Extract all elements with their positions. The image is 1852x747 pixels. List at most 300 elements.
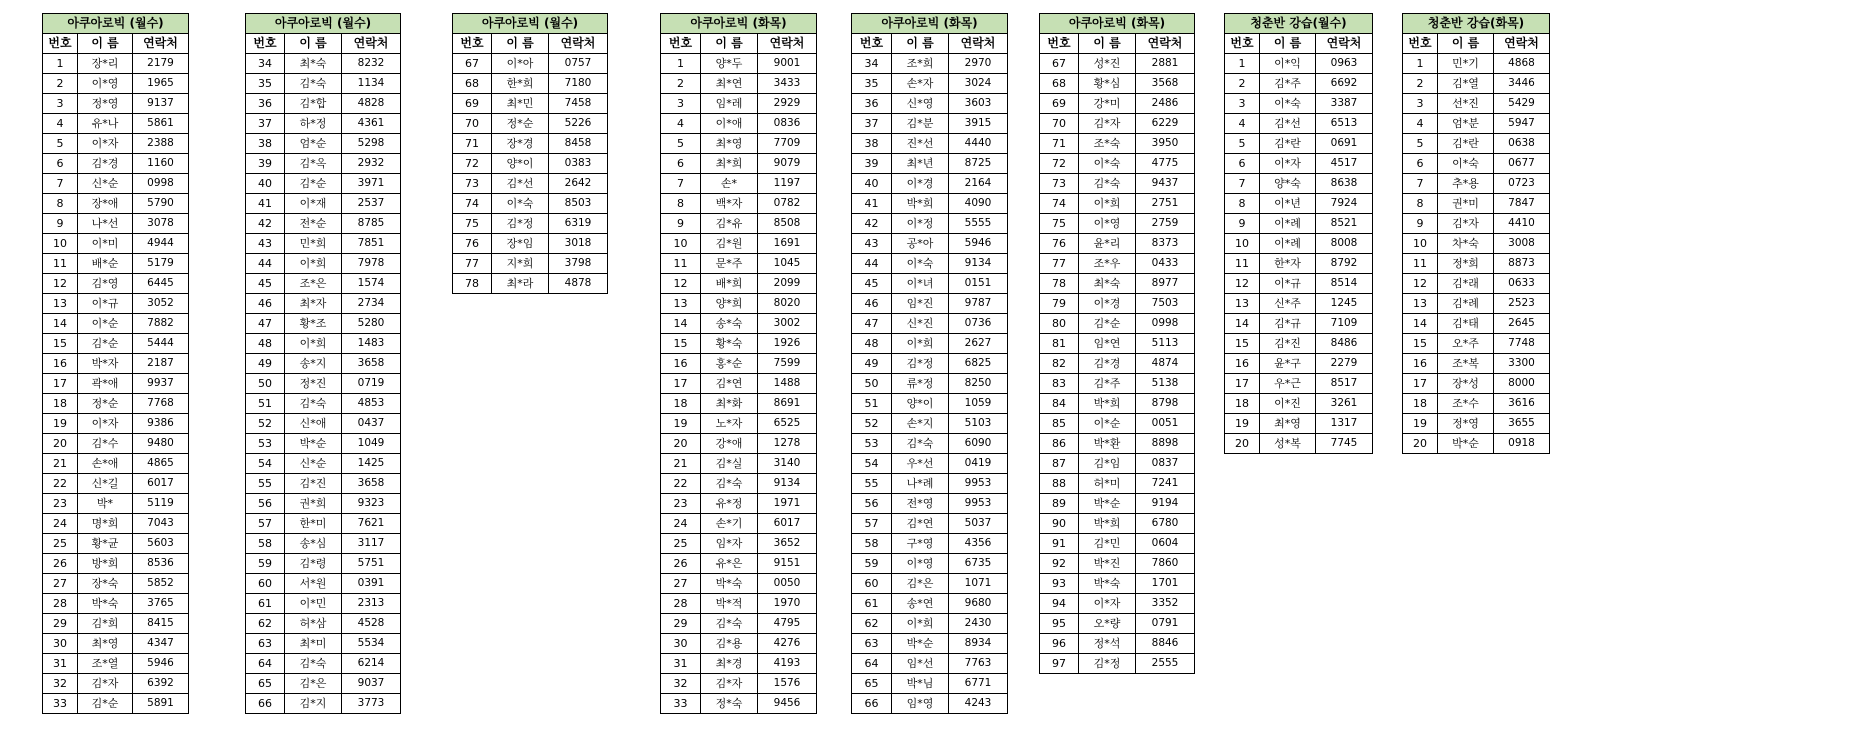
cell-contact: 9001 bbox=[758, 54, 817, 74]
cell-contact: 5946 bbox=[949, 234, 1008, 254]
cell-name: 김*정 bbox=[492, 214, 549, 234]
cell-number: 31 bbox=[661, 654, 701, 674]
table-row bbox=[1225, 74, 1373, 94]
cell-contact: 9137 bbox=[133, 94, 189, 114]
cell-contact: 4853 bbox=[342, 394, 401, 414]
cell-name: 이*익 bbox=[1260, 54, 1316, 74]
cell-name: 김*열 bbox=[1438, 74, 1494, 94]
table-row bbox=[1403, 314, 1550, 334]
cell-contact: 5113 bbox=[1136, 334, 1195, 354]
table-row bbox=[1225, 114, 1373, 134]
cell-number: 21 bbox=[661, 454, 701, 474]
cell-number: 16 bbox=[661, 354, 701, 374]
table-row bbox=[246, 54, 401, 74]
table-row bbox=[43, 694, 189, 714]
cell-name: 엄*순 bbox=[285, 134, 342, 154]
cell-number: 35 bbox=[852, 74, 892, 94]
cell-name: 서*원 bbox=[285, 574, 342, 594]
table-row bbox=[246, 534, 401, 554]
cell-number: 12 bbox=[1403, 274, 1438, 294]
cell-contact: 0918 bbox=[1494, 434, 1550, 454]
cell-number: 2 bbox=[43, 74, 78, 94]
cell-number: 27 bbox=[43, 574, 78, 594]
cell-contact: 1970 bbox=[758, 594, 817, 614]
table-row bbox=[246, 514, 401, 534]
cell-number: 82 bbox=[1040, 354, 1079, 374]
table-row bbox=[661, 274, 817, 294]
cell-name: 이*정 bbox=[892, 214, 949, 234]
cell-name: 이*례 bbox=[1260, 234, 1316, 254]
cell-name: 장*리 bbox=[78, 54, 133, 74]
cell-number: 20 bbox=[1403, 434, 1438, 454]
cell-name: 조*은 bbox=[285, 274, 342, 294]
cell-name: 박*순 bbox=[1079, 494, 1136, 514]
cell-name: 오*주 bbox=[1438, 334, 1494, 354]
cell-name: 이*희 bbox=[892, 614, 949, 634]
cell-contact: 2430 bbox=[949, 614, 1008, 634]
table-row bbox=[1225, 254, 1373, 274]
cell-name: 김*은 bbox=[892, 574, 949, 594]
cell-name: 신*진 bbox=[892, 314, 949, 334]
cell-contact: 1245 bbox=[1316, 294, 1373, 314]
cell-number: 46 bbox=[852, 294, 892, 314]
cell-contact: 7748 bbox=[1494, 334, 1550, 354]
cell-contact: 1045 bbox=[758, 254, 817, 274]
cell-name: 김*희 bbox=[78, 614, 133, 634]
cell-name: 김*선 bbox=[492, 174, 549, 194]
cell-contact: 4356 bbox=[949, 534, 1008, 554]
cell-number: 17 bbox=[1225, 374, 1260, 394]
cell-name: 손*자 bbox=[892, 74, 949, 94]
cell-contact: 8458 bbox=[549, 134, 608, 154]
cell-name: 이*녀 bbox=[892, 274, 949, 294]
cell-number: 67 bbox=[453, 54, 492, 74]
cell-number: 13 bbox=[1403, 294, 1438, 314]
cell-name: 유*나 bbox=[78, 114, 133, 134]
table-row bbox=[852, 334, 1008, 354]
cell-name: 임*자 bbox=[701, 534, 758, 554]
cell-contact: 8517 bbox=[1316, 374, 1373, 394]
cell-contact: 3117 bbox=[342, 534, 401, 554]
cell-name: 한*미 bbox=[285, 514, 342, 534]
cell-contact: 1059 bbox=[949, 394, 1008, 414]
cell-number: 11 bbox=[661, 254, 701, 274]
cell-name: 양*숙 bbox=[1260, 174, 1316, 194]
cell-contact: 3773 bbox=[342, 694, 401, 714]
table-row bbox=[661, 334, 817, 354]
cell-name: 신*영 bbox=[892, 94, 949, 114]
cell-name: 이*숙 bbox=[1079, 154, 1136, 174]
table-row bbox=[852, 554, 1008, 574]
cell-number: 35 bbox=[246, 74, 285, 94]
table-row bbox=[43, 614, 189, 634]
table-row bbox=[1040, 214, 1195, 234]
cell-contact: 1926 bbox=[758, 334, 817, 354]
cell-contact: 5119 bbox=[133, 494, 189, 514]
cell-number: 8 bbox=[1403, 194, 1438, 214]
header-contact: 연락처 bbox=[949, 34, 1008, 54]
cell-name: 이*순 bbox=[1079, 414, 1136, 434]
cell-contact: 7180 bbox=[549, 74, 608, 94]
table-row bbox=[1403, 174, 1550, 194]
table-row bbox=[453, 194, 608, 214]
cell-contact: 4828 bbox=[342, 94, 401, 114]
cell-number: 51 bbox=[246, 394, 285, 414]
cell-name: 정*영 bbox=[1438, 414, 1494, 434]
cell-contact: 8638 bbox=[1316, 174, 1373, 194]
cell-contact: 3052 bbox=[133, 294, 189, 314]
table-title: 아쿠아로빅 (월수) bbox=[453, 14, 608, 34]
cell-name: 김*진 bbox=[1260, 334, 1316, 354]
cell-contact: 8486 bbox=[1316, 334, 1373, 354]
header-name: 이 름 bbox=[492, 34, 549, 54]
cell-number: 54 bbox=[246, 454, 285, 474]
cell-number: 78 bbox=[1040, 274, 1079, 294]
table-row bbox=[1225, 54, 1373, 74]
table-row bbox=[1040, 634, 1195, 654]
table-row bbox=[852, 474, 1008, 494]
cell-name: 조*열 bbox=[78, 654, 133, 674]
table-row bbox=[43, 434, 189, 454]
cell-number: 61 bbox=[852, 594, 892, 614]
table-row bbox=[1040, 574, 1195, 594]
cell-number: 20 bbox=[661, 434, 701, 454]
cell-name: 박*희 bbox=[1079, 394, 1136, 414]
cell-number: 23 bbox=[661, 494, 701, 514]
cell-contact: 3387 bbox=[1316, 94, 1373, 114]
table-row bbox=[1403, 54, 1550, 74]
cell-contact: 0677 bbox=[1494, 154, 1550, 174]
table-row bbox=[661, 154, 817, 174]
table-row bbox=[661, 294, 817, 314]
table-row bbox=[43, 674, 189, 694]
cell-number: 2 bbox=[1403, 74, 1438, 94]
table-row bbox=[1040, 614, 1195, 634]
cell-name: 박*환 bbox=[1079, 434, 1136, 454]
cell-contact: 6392 bbox=[133, 674, 189, 694]
table-row bbox=[1040, 314, 1195, 334]
cell-number: 4 bbox=[1403, 114, 1438, 134]
cell-number: 88 bbox=[1040, 474, 1079, 494]
cell-contact: 2751 bbox=[1136, 194, 1195, 214]
table-row bbox=[1403, 414, 1550, 434]
roster-table bbox=[851, 13, 1008, 714]
cell-name: 선*진 bbox=[1438, 94, 1494, 114]
table-row bbox=[852, 154, 1008, 174]
cell-name: 이*숙 bbox=[892, 254, 949, 274]
cell-name: 양*희 bbox=[701, 294, 758, 314]
cell-contact: 1488 bbox=[758, 374, 817, 394]
cell-contact: 5280 bbox=[342, 314, 401, 334]
cell-contact: 0998 bbox=[1136, 314, 1195, 334]
cell-name: 조*숙 bbox=[1079, 134, 1136, 154]
cell-name: 최*자 bbox=[285, 294, 342, 314]
table-row bbox=[852, 434, 1008, 454]
cell-number: 7 bbox=[43, 174, 78, 194]
cell-number: 14 bbox=[1403, 314, 1438, 334]
cell-number: 16 bbox=[43, 354, 78, 374]
table-title: 아쿠아로빅 (월수) bbox=[246, 14, 401, 34]
cell-number: 93 bbox=[1040, 574, 1079, 594]
cell-contact: 7924 bbox=[1316, 194, 1373, 214]
cell-number: 34 bbox=[246, 54, 285, 74]
header-name: 이 름 bbox=[78, 34, 133, 54]
cell-contact: 6735 bbox=[949, 554, 1008, 574]
table-row bbox=[1403, 134, 1550, 154]
cell-name: 강*애 bbox=[701, 434, 758, 454]
table-row bbox=[246, 134, 401, 154]
cell-number: 39 bbox=[246, 154, 285, 174]
table-row bbox=[852, 214, 1008, 234]
cell-contact: 2187 bbox=[133, 354, 189, 374]
cell-number: 51 bbox=[852, 394, 892, 414]
table-title: 청춘반 강습(화목) bbox=[1403, 14, 1550, 34]
table-row bbox=[661, 74, 817, 94]
table-row bbox=[852, 254, 1008, 274]
cell-number: 7 bbox=[1225, 174, 1260, 194]
table-row bbox=[1403, 234, 1550, 254]
cell-contact: 3603 bbox=[949, 94, 1008, 114]
cell-number: 58 bbox=[852, 534, 892, 554]
cell-contact: 3655 bbox=[1494, 414, 1550, 434]
cell-name: 최*화 bbox=[701, 394, 758, 414]
table-row bbox=[852, 514, 1008, 534]
table-row bbox=[1040, 394, 1195, 414]
cell-number: 26 bbox=[43, 554, 78, 574]
cell-contact: 9456 bbox=[758, 694, 817, 714]
cell-name: 최*숙 bbox=[285, 54, 342, 74]
cell-contact: 9037 bbox=[342, 674, 401, 694]
table-row bbox=[43, 294, 189, 314]
cell-name: 최*경 bbox=[701, 654, 758, 674]
table-row bbox=[852, 294, 1008, 314]
cell-contact: 3008 bbox=[1494, 234, 1550, 254]
table-row bbox=[661, 174, 817, 194]
cell-contact: 3261 bbox=[1316, 394, 1373, 414]
cell-contact: 9953 bbox=[949, 494, 1008, 514]
cell-name: 이*자 bbox=[78, 414, 133, 434]
table-row bbox=[1040, 514, 1195, 534]
header-contact: 연락처 bbox=[1494, 34, 1550, 54]
cell-number: 2 bbox=[661, 74, 701, 94]
cell-number: 73 bbox=[1040, 174, 1079, 194]
cell-contact: 2555 bbox=[1136, 654, 1195, 674]
cell-name: 김*자 bbox=[1079, 114, 1136, 134]
cell-number: 36 bbox=[852, 94, 892, 114]
cell-contact: 7241 bbox=[1136, 474, 1195, 494]
table-row bbox=[1403, 254, 1550, 274]
table-row bbox=[246, 494, 401, 514]
cell-name: 명*희 bbox=[78, 514, 133, 534]
cell-name: 김*분 bbox=[892, 114, 949, 134]
cell-contact: 1278 bbox=[758, 434, 817, 454]
table-row bbox=[453, 174, 608, 194]
table-title: 아쿠아로빅 (화목) bbox=[1040, 14, 1195, 34]
cell-name: 정*순 bbox=[492, 114, 549, 134]
cell-number: 25 bbox=[661, 534, 701, 554]
cell-name: 한*자 bbox=[1260, 254, 1316, 274]
roster-table bbox=[660, 13, 817, 714]
cell-contact: 5444 bbox=[133, 334, 189, 354]
cell-name: 신*주 bbox=[1260, 294, 1316, 314]
table-row bbox=[43, 154, 189, 174]
cell-name: 이*희 bbox=[892, 334, 949, 354]
table-row bbox=[1403, 294, 1550, 314]
cell-contact: 9480 bbox=[133, 434, 189, 454]
cell-contact: 4410 bbox=[1494, 214, 1550, 234]
table-row bbox=[661, 314, 817, 334]
table-row bbox=[246, 234, 401, 254]
cell-name: 이*아 bbox=[492, 54, 549, 74]
table-row bbox=[661, 534, 817, 554]
table-row bbox=[852, 274, 1008, 294]
table-row bbox=[43, 134, 189, 154]
cell-name: 조*복 bbox=[1438, 354, 1494, 374]
table-row bbox=[453, 74, 608, 94]
cell-number: 45 bbox=[246, 274, 285, 294]
cell-number: 95 bbox=[1040, 614, 1079, 634]
table-row bbox=[1403, 334, 1550, 354]
cell-name: 이*규 bbox=[78, 294, 133, 314]
header-number: 번호 bbox=[661, 34, 701, 54]
table-row bbox=[1403, 274, 1550, 294]
cell-contact: 0604 bbox=[1136, 534, 1195, 554]
cell-contact: 3971 bbox=[342, 174, 401, 194]
cell-contact: 1197 bbox=[758, 174, 817, 194]
cell-name: 이*숙 bbox=[492, 194, 549, 214]
cell-name: 이*희 bbox=[285, 334, 342, 354]
cell-contact: 3915 bbox=[949, 114, 1008, 134]
cell-contact: 4440 bbox=[949, 134, 1008, 154]
cell-number: 46 bbox=[246, 294, 285, 314]
cell-name: 배*순 bbox=[78, 254, 133, 274]
cell-name: 김*합 bbox=[285, 94, 342, 114]
cell-number: 3 bbox=[661, 94, 701, 114]
cell-contact: 3352 bbox=[1136, 594, 1195, 614]
cell-name: 김*순 bbox=[78, 334, 133, 354]
table-title: 아쿠아로빅 (화목) bbox=[661, 14, 817, 34]
table-row bbox=[661, 554, 817, 574]
cell-name: 박*숙 bbox=[1079, 574, 1136, 594]
cell-name: 오*량 bbox=[1079, 614, 1136, 634]
cell-number: 85 bbox=[1040, 414, 1079, 434]
cell-contact: 5298 bbox=[342, 134, 401, 154]
cell-name: 김*정 bbox=[1079, 654, 1136, 674]
header-contact: 연락처 bbox=[549, 34, 608, 54]
table-row bbox=[246, 394, 401, 414]
cell-contact: 1049 bbox=[342, 434, 401, 454]
table-row bbox=[661, 494, 817, 514]
cell-number: 12 bbox=[1225, 274, 1260, 294]
cell-contact: 0691 bbox=[1316, 134, 1373, 154]
table-row bbox=[43, 534, 189, 554]
cell-contact: 9151 bbox=[758, 554, 817, 574]
cell-contact: 8873 bbox=[1494, 254, 1550, 274]
cell-number: 4 bbox=[1225, 114, 1260, 134]
table-row bbox=[43, 94, 189, 114]
cell-name: 하*정 bbox=[285, 114, 342, 134]
cell-name: 정*순 bbox=[78, 394, 133, 414]
table-row bbox=[246, 154, 401, 174]
cell-number: 11 bbox=[1225, 254, 1260, 274]
table-row bbox=[1040, 474, 1195, 494]
cell-contact: 5226 bbox=[549, 114, 608, 134]
cell-contact: 5603 bbox=[133, 534, 189, 554]
cell-name: 김*연 bbox=[701, 374, 758, 394]
table-row bbox=[1040, 294, 1195, 314]
header-contact: 연락처 bbox=[1316, 34, 1373, 54]
roster-table bbox=[245, 13, 401, 714]
table-row bbox=[43, 354, 189, 374]
table-row bbox=[852, 594, 1008, 614]
cell-number: 10 bbox=[43, 234, 78, 254]
cell-contact: 3018 bbox=[549, 234, 608, 254]
table-row bbox=[661, 474, 817, 494]
table-row bbox=[661, 194, 817, 214]
cell-number: 79 bbox=[1040, 294, 1079, 314]
cell-number: 80 bbox=[1040, 314, 1079, 334]
cell-contact: 7621 bbox=[342, 514, 401, 534]
cell-contact: 5534 bbox=[342, 634, 401, 654]
cell-name: 전*순 bbox=[285, 214, 342, 234]
cell-contact: 8977 bbox=[1136, 274, 1195, 294]
cell-contact: 3950 bbox=[1136, 134, 1195, 154]
cell-number: 1 bbox=[1403, 54, 1438, 74]
cell-contact: 9323 bbox=[342, 494, 401, 514]
cell-contact: 2929 bbox=[758, 94, 817, 114]
table-row bbox=[246, 294, 401, 314]
cell-contact: 1965 bbox=[133, 74, 189, 94]
cell-number: 96 bbox=[1040, 634, 1079, 654]
cell-contact: 1574 bbox=[342, 274, 401, 294]
cell-number: 72 bbox=[453, 154, 492, 174]
cell-name: 김*유 bbox=[701, 214, 758, 234]
cell-contact: 3024 bbox=[949, 74, 1008, 94]
cell-number: 78 bbox=[453, 274, 492, 294]
cell-contact: 5790 bbox=[133, 194, 189, 214]
cell-contact: 9680 bbox=[949, 594, 1008, 614]
table-row bbox=[1225, 94, 1373, 114]
cell-number: 19 bbox=[661, 414, 701, 434]
cell-number: 6 bbox=[43, 154, 78, 174]
cell-name: 공*아 bbox=[892, 234, 949, 254]
cell-name: 김*은 bbox=[285, 674, 342, 694]
cell-number: 61 bbox=[246, 594, 285, 614]
cell-contact: 3798 bbox=[549, 254, 608, 274]
cell-number: 38 bbox=[852, 134, 892, 154]
cell-number: 97 bbox=[1040, 654, 1079, 674]
cell-name: 양*이 bbox=[892, 394, 949, 414]
cell-name: 이*자 bbox=[1260, 154, 1316, 174]
cell-contact: 6229 bbox=[1136, 114, 1195, 134]
cell-number: 19 bbox=[1225, 414, 1260, 434]
cell-name: 윤*구 bbox=[1260, 354, 1316, 374]
cell-number: 20 bbox=[43, 434, 78, 454]
cell-contact: 9194 bbox=[1136, 494, 1195, 514]
cell-number: 18 bbox=[1225, 394, 1260, 414]
table-row bbox=[43, 174, 189, 194]
cell-name: 장*애 bbox=[78, 194, 133, 214]
cell-name: 송*숙 bbox=[701, 314, 758, 334]
cell-name: 김*숙 bbox=[285, 394, 342, 414]
cell-contact: 4090 bbox=[949, 194, 1008, 214]
cell-number: 6 bbox=[1403, 154, 1438, 174]
table-row bbox=[852, 674, 1008, 694]
cell-contact: 0736 bbox=[949, 314, 1008, 334]
cell-name: 노*자 bbox=[701, 414, 758, 434]
table-row bbox=[852, 54, 1008, 74]
cell-name: 최*영 bbox=[78, 634, 133, 654]
